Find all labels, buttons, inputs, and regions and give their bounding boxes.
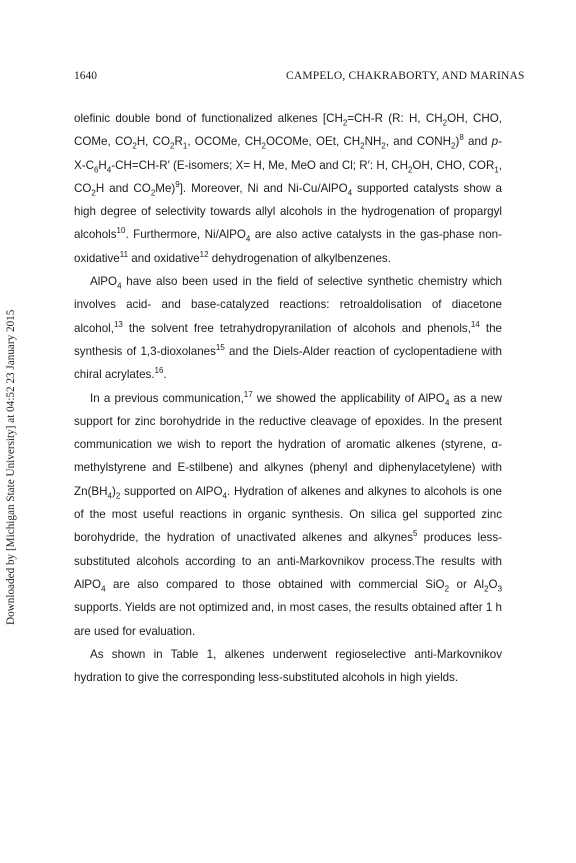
article-body (74, 107, 502, 689)
download-watermark: Downloaded by [Michigan State University] at 04:52 23 January 2015 (5, 309, 17, 625)
running-head: CAMPELO, CHAKRABORTY, AND MARINAS (286, 70, 525, 82)
paragraph-alpo4-applications: AlPO$_4$ have also been used in the field of selective synthetic chemistry which involves acid- and base-catalyzed reactions: retroaldolisation of diacetone alcohol,$^{13}$ the solvent free tetrahydropyranilation of alcohols and phenols,$^{14}$ the synthesis of 1,3-dioxolanes$^{15}$ and the Diels-Alder reaction of cyclopentadiene with chiral acrylates.$^{16}$. (74, 275, 503, 382)
paragraph-table-results: As shown in Table 1, alkenes underwent regioselective anti-Markovnikov hydration to give the corresponding less-substituted alcohols in high yields. (74, 647, 502, 685)
page-number: 1640 (74, 70, 97, 82)
paragraph-continuation: olefinic double bond of functionalized alkenes [$CH_2=CH-R$ (R: H, $CH_2OH$, CHO, COMe, $CO_2H$, $CO_2R_1$, OCOMe, $CH_2OCOMe$, OEt, $CH_2NH_2$, and $CONH_2)^8$ and $p-X-C_6H_4-CH=CH-R'$ (E-isomers; X= H, Me, MeO and Cl; R′: H, $CH_2OH$, CHO, $COR_1$, $CO_2H$ and $CO_2Me)^9$]. Moreover, Ni and Ni-Cu/AlPO$_4$ supported catalysts show a high degree of selectivity towards allyl alcohols in the hydrogenation of propargyl alcohols$^{10}$. Furthermore, Ni/AlPO$_4$ are also active catalysts in the gas-phase non-oxidative$^{11}$ and oxidative$^{12}$ dehydrogenation of alkylbenzenes. (74, 112, 502, 265)
paragraph-present-communication: In a previous communication,$^{17}$ we showed the applicability of AlPO$_4$ as a new support for zinc borohydride in the reductive cleavage of epoxides. In the present communication we wish to report the hydration of aromatic alkenes (styrene, α-methylstyrene and E-stilbene) and alkynes (phenyl and diphenylacetylene) with $Zn(BH_4)_2$ supported on AlPO$_4$. Hydration of alkenes and alkynes to alcohols is one of the most useful reactions in organic synthesis. On silica gel supported zinc borohydride, the hydration of unactivated alkenes and alkynes$^5$ produces less-substituted alcohols according to an anti-Markovnikov process.The results with AlPO$_4$ are also compared to those obtained with commercial SiO$_2$ or $Al_2O_3$ supports. Yields are not optimized and, in most cases, the results obtained after 1 h are used for evaluation. (74, 389, 503, 638)
